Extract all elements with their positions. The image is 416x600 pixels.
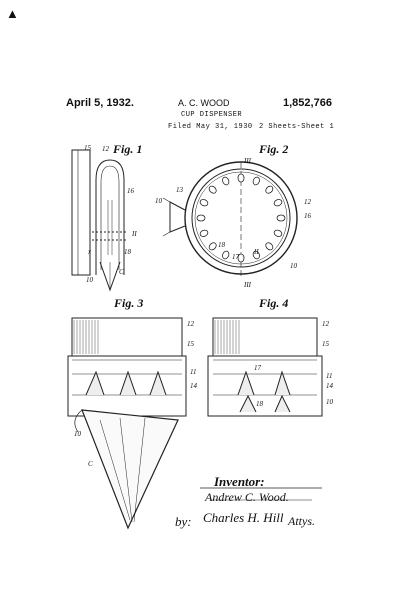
ring-tooth xyxy=(273,229,283,238)
fig1-label: Fig. 1 xyxy=(113,142,143,156)
ring-tooth xyxy=(277,215,285,221)
attys-label: Attys. xyxy=(288,514,315,528)
by-label: by: xyxy=(175,514,192,529)
top-mark: ▲ xyxy=(6,6,19,21)
ref-15-fig1: 15 xyxy=(84,144,91,152)
inventor-label: Inventor: xyxy=(214,474,265,489)
ref-18-fig1: 18 xyxy=(124,248,131,256)
ref-11-fig3: 11 xyxy=(190,368,197,376)
filed-date: Filed May 31, 1930 xyxy=(168,123,253,131)
ref-18-fig4: 18 xyxy=(256,400,263,408)
ref-17-fig4: 17 xyxy=(254,364,261,372)
ref-II-fig1: II xyxy=(132,230,137,238)
ring-tooth xyxy=(264,241,274,251)
patent-number: 1,852,766 xyxy=(283,97,332,109)
ring-tooth xyxy=(264,185,274,195)
fig4-drawing xyxy=(208,318,322,416)
ref-12-fig4: 12 xyxy=(322,320,329,328)
ref-13-fig2: 13 xyxy=(176,186,183,194)
ref-10-fig1: 10 xyxy=(86,276,93,284)
fig3-drawing xyxy=(68,318,186,528)
inventor-name: Andrew C. Wood. xyxy=(205,490,289,504)
ring-tooth xyxy=(197,215,205,221)
inventor-header: A. C. WOOD xyxy=(178,98,230,108)
ring-tooth xyxy=(238,174,244,182)
ref-12-fig3: 12 xyxy=(187,320,194,328)
ring-tooth xyxy=(199,229,209,238)
ref-III-bottom: III xyxy=(244,281,251,289)
fig2-label: Fig. 2 xyxy=(259,142,289,156)
ref-10b-fig2: 10 xyxy=(290,262,297,270)
ref-14-fig3: 14 xyxy=(190,382,197,390)
ref-12-fig2: 12 xyxy=(304,198,311,206)
ref-17-fig2: 17 xyxy=(232,253,239,261)
ref-18-fig2: 18 xyxy=(218,241,225,249)
ring-tooth xyxy=(208,241,218,251)
ring-tooth xyxy=(208,185,218,195)
ref-15-fig4: 15 xyxy=(322,340,329,348)
ring-tooth xyxy=(252,176,261,186)
ref-C-fig1: C xyxy=(119,268,124,276)
fig3-label: Fig. 3 xyxy=(114,296,144,310)
ring-tooth xyxy=(273,198,283,207)
ref-15-fig3: 15 xyxy=(187,340,194,348)
ring-tooth xyxy=(221,250,230,260)
patent-date: April 5, 1932. xyxy=(66,97,134,109)
ref-C-fig3: C xyxy=(88,460,93,468)
attorney-signature: Charles H. Hill xyxy=(203,510,284,525)
fig4-label: Fig. 4 xyxy=(259,296,289,310)
ref-10-fig4: 10 xyxy=(326,398,333,406)
ref-12-fig1: 12 xyxy=(102,145,109,153)
ref-14-fig4: 14 xyxy=(326,382,333,390)
ref-10-fig2: 10 xyxy=(155,197,162,205)
ref-II-fig2: II xyxy=(254,248,259,256)
sheet-count: 2 Sheets-Sheet 1 xyxy=(259,123,335,131)
ref-10-fig3: 10 xyxy=(74,430,81,438)
ring-tooth xyxy=(199,198,209,207)
fig2-drawing xyxy=(163,162,297,278)
ref-16-fig2: 16 xyxy=(304,212,311,220)
ref-III-top: III xyxy=(244,157,251,165)
ref-11-fig4: 11 xyxy=(326,372,333,380)
ref-x-fig1: x xyxy=(88,248,92,256)
ref-16-fig1: 16 xyxy=(127,187,134,195)
ring-tooth xyxy=(221,176,230,186)
patent-title: CUP DISPENSER xyxy=(181,111,243,119)
